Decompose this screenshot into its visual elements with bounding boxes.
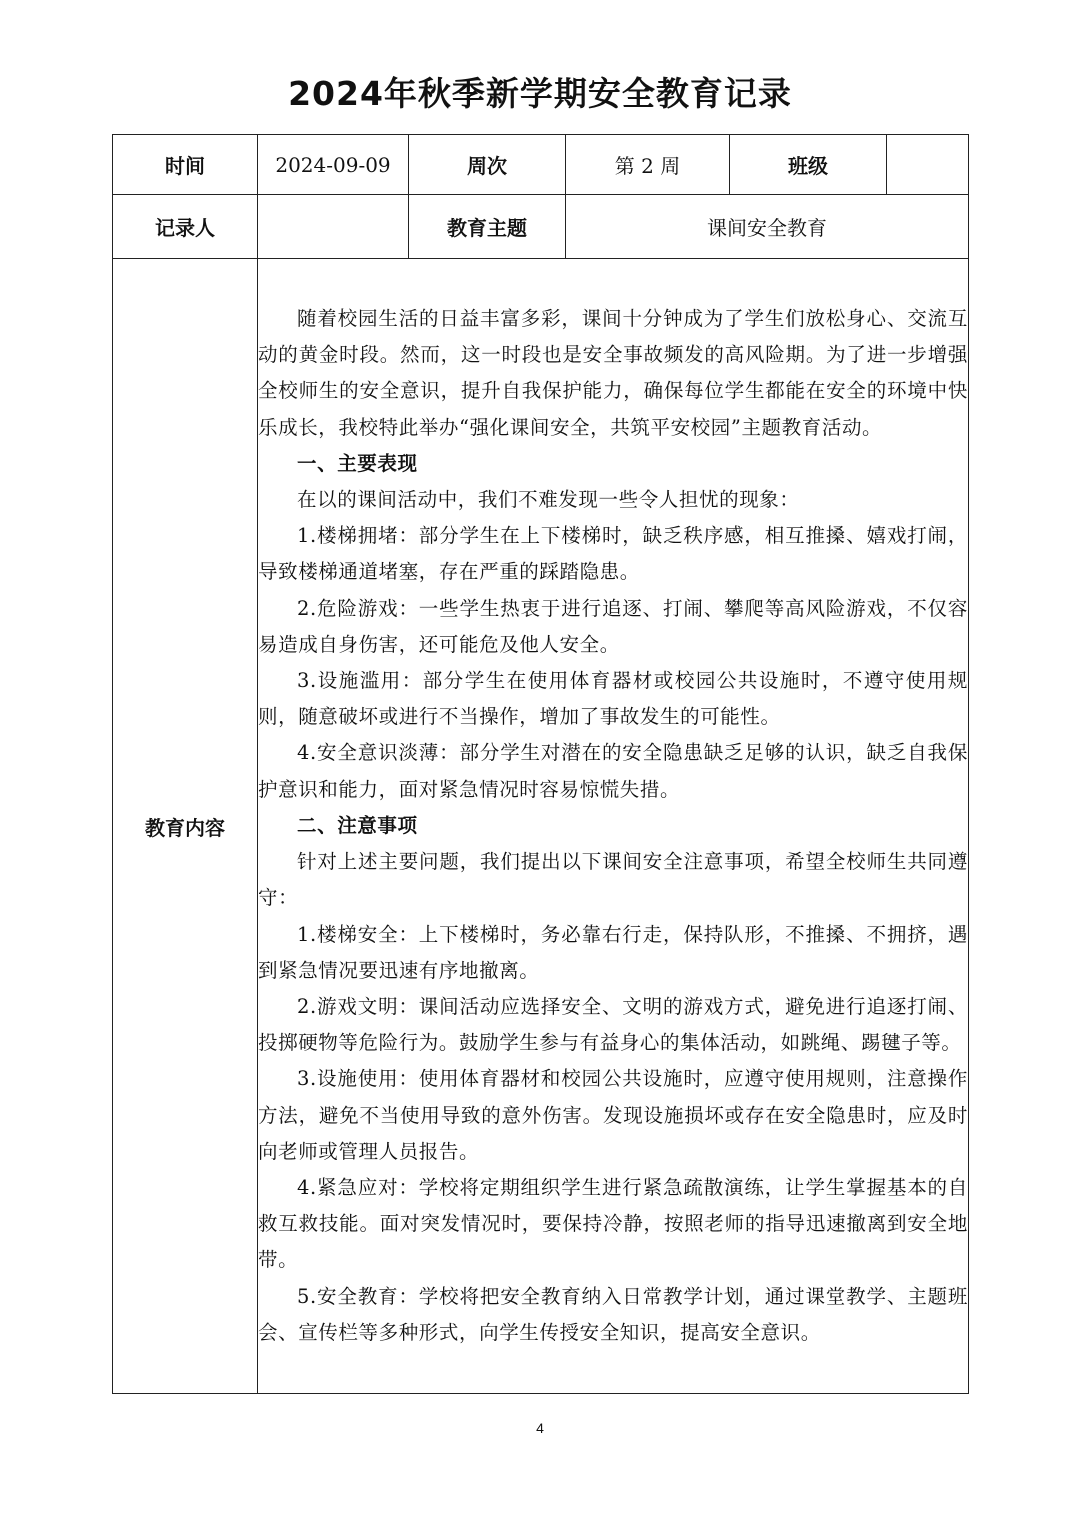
page-number: 4 xyxy=(536,1420,544,1436)
content-row xyxy=(113,259,969,1394)
document-title: 2024年秋季新学期安全教育记录 xyxy=(288,74,792,113)
content-body xyxy=(258,259,969,1394)
section1-item: 3.设施滥用：部分学生在使用体育器材或校园公共设施时，不遵守使用规则，随意破坏或进行不当操作，增加了事故发生的可能性。 xyxy=(258,669,968,729)
time-label: 时间 xyxy=(113,135,258,195)
header-row-1 xyxy=(113,135,969,195)
theme-label: 教育主题 xyxy=(409,195,566,259)
section2-heading: 二、注意事项 xyxy=(297,813,418,837)
record-table xyxy=(112,134,969,1394)
section1-item: 2.危险游戏：一些学生热衷于进行追逐、打闹、攀爬等高风险游戏，不仅容易造成自身伤害，还可能危及他人安全。 xyxy=(258,596,968,656)
recorder-value xyxy=(258,195,409,259)
week-value: 第 2 周 xyxy=(566,135,730,195)
recorder-label: 记录人 xyxy=(113,195,258,259)
section2-item: 4.紧急应对：学校将定期组织学生进行紧急疏散演练，让学生掌握基本的自救互救技能。面对突发情况时，要保持冷静，按照老师的指导迅速撤离到安全地带。 xyxy=(258,1175,968,1272)
section2-item: 2.游戏文明：课间活动应选择安全、文明的游戏方式，避免进行追逐打闹、投掷硬物等危险行为。鼓励学生参与有益身心的集体活动，如跳绳、踢毽子等。 xyxy=(258,994,968,1055)
intro-paragraph: 随着校园生活的日益丰富多彩，课间十分钟成为了学生们放松身心、交流互动的黄金时段。然而，这一时段也是安全事故频发的高风险期。为了进一步增强全校师生的安全意识，提升自我保护能力，确保每位学生都能在安全的环境中快乐成长，我校特此举办“强化课间安全，共筑平安校园”主题教育活动。 xyxy=(258,307,968,439)
class-label: 班级 xyxy=(730,135,887,195)
section1-item: 1.楼梯拥堵：部分学生在上下楼梯时，缺乏秩序感，相互推搡、嬉戏打闹，导致楼梯通道堵塞，存在严重的踩踏隐患。 xyxy=(258,524,968,584)
content-label: 教育内容 xyxy=(113,259,258,1394)
section1-heading: 一、主要表现 xyxy=(297,451,418,475)
section2-intro: 针对上述主要问题，我们提出以下课间安全注意事项，希望全校师生共同遵守： xyxy=(258,850,968,910)
class-value xyxy=(887,135,969,195)
week-label: 周次 xyxy=(409,135,566,195)
time-value: 2024-09-09 xyxy=(258,135,409,195)
section1-item: 4.安全意识淡薄：部分学生对潜在的安全隐患缺乏足够的认识，缺乏自我保护意识和能力，面对紧急情况时容易惊慌失措。 xyxy=(258,741,968,801)
header-row-2 xyxy=(113,195,969,259)
theme-value: 课间安全教育 xyxy=(566,195,969,259)
section2-item: 1.楼梯安全：上下楼梯时，务必靠右行走，保持队形，不推搡、不拥挤，遇到紧急情况要迅速有序地撤离。 xyxy=(258,922,968,982)
section1-intro: 在以的课间活动中，我们不难发现一些令人担忧的现象： xyxy=(297,488,800,512)
section2-item: 3.设施使用：使用体育器材和校园公共设施时，应遵守使用规则，注意操作方法，避免不当使用导致的意外伤害。发现设施损坏或存在安全隐患时，应及时向老师或管理人员报告。 xyxy=(258,1067,968,1163)
section2-item: 5.安全教育：学校将把安全教育纳入日常教学计划，通过课堂教学、主题班会、宣传栏等多种形式，向学生传授安全知识，提高安全意识。 xyxy=(258,1284,968,1344)
